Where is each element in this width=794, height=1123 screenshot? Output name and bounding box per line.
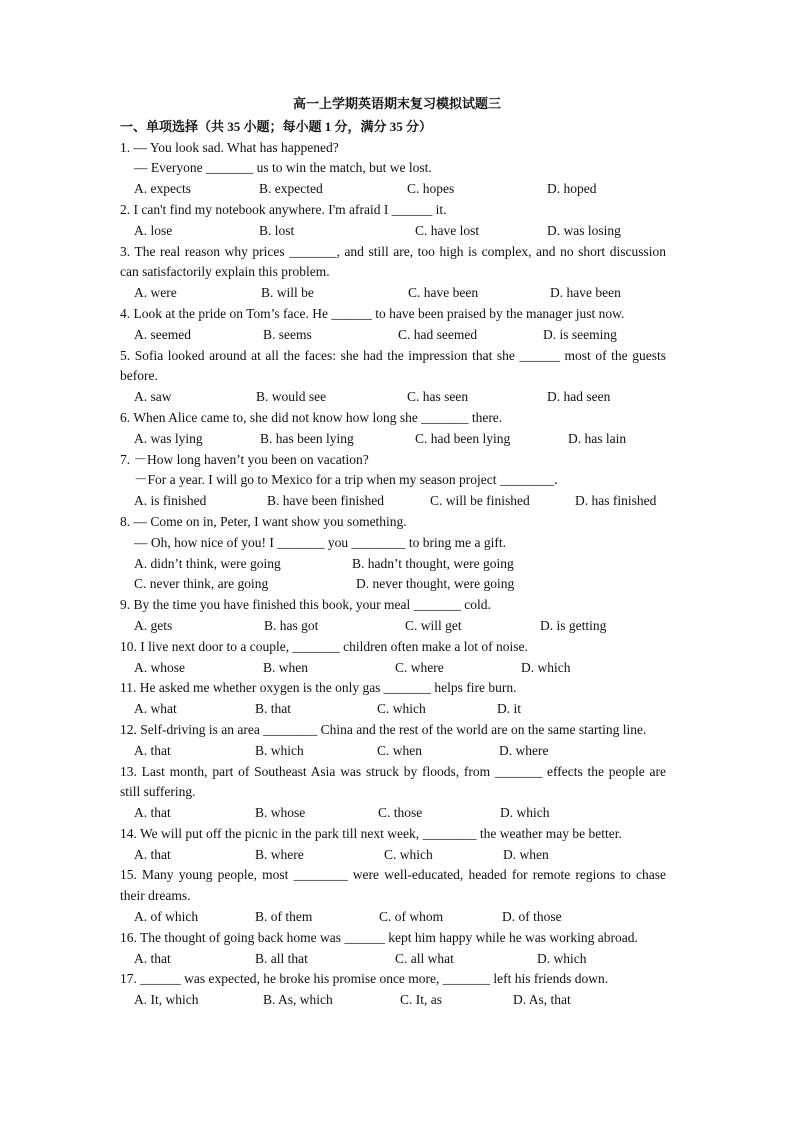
question-17 [120, 969, 666, 1011]
option-row [120, 325, 666, 346]
option-b: B. would see [256, 389, 327, 405]
option-c: C. had been lying [415, 430, 511, 446]
option-row [120, 429, 666, 450]
option-d: D. which [500, 805, 550, 821]
option-d: D. which [521, 659, 571, 675]
question-stem: 7. －How long haven’t you been on vacation? [120, 451, 369, 467]
question-11 [120, 678, 666, 720]
option-d: D. is seeming [543, 326, 617, 342]
dialogue-line: －For a year. I will go to Mexico for a trip when my season project ________． [134, 472, 568, 488]
option-a: A. what [134, 701, 177, 717]
question-list [120, 138, 666, 1011]
option-row [120, 387, 666, 408]
question-1 [120, 138, 666, 200]
question-stem: 3. The real reason why prices _______, and still are, too high is complex, and no short discussion [120, 243, 666, 259]
option-row [120, 221, 666, 242]
question-9 [120, 595, 666, 637]
option-b: B. As, which [263, 992, 333, 1008]
option-c: C. have been [408, 285, 479, 301]
option-d: D. where [499, 742, 549, 758]
option-b: B. have been finished [267, 493, 384, 509]
option-d: D. had seen [547, 389, 611, 405]
option-a: A. whose [134, 659, 185, 675]
section-heading: 一、单项选择（共 35 小题；每小题 1 分，满分 35 分） [120, 118, 433, 134]
option-row [120, 658, 666, 679]
option-b: B. expected [259, 181, 323, 197]
option-d: D. was losing [547, 222, 621, 238]
option-c: C. have lost [415, 222, 480, 238]
option-c: C. will get [405, 617, 462, 633]
question-2 [120, 200, 666, 242]
option-b: B. has been lying [260, 430, 354, 446]
option-b: B. whose [255, 805, 306, 821]
option-a: A. that [134, 846, 171, 862]
option-row [120, 741, 666, 762]
option-row [120, 803, 666, 824]
option-d: D. when [503, 846, 549, 862]
question-stem: 10. I live next door to a couple, _______ children often make a lot of noise. [120, 638, 528, 654]
question-stem: 2. I can't find my notebook anywhere. I'm afraid I ______ it. [120, 201, 447, 217]
option-c: C. hopes [407, 181, 455, 197]
question-4 [120, 304, 666, 346]
option-a: A. gets [134, 617, 173, 633]
option-row [120, 554, 666, 575]
option-b: B. will be [261, 285, 314, 301]
option-row [120, 574, 666, 595]
question-stem: 9. By the time you have finished this book, your meal _______ cold. [120, 597, 491, 613]
option-b: B. seems [263, 326, 312, 342]
question-stem: 16. The thought of going back home was ______ kept him happy while he was working abroad. [120, 929, 638, 945]
question-stem: 5. Sofia looked around at all the faces: she had the impression that she ______ most of the guests [120, 347, 666, 363]
option-d: D. has finished [575, 493, 657, 509]
option-c: C. of whom [379, 909, 444, 925]
question-10 [120, 637, 666, 679]
option-c: C. will be finished [430, 493, 530, 509]
option-b: B. of them [255, 909, 313, 925]
option-row [120, 179, 666, 200]
option-row [120, 990, 666, 1011]
question-13 [120, 762, 666, 824]
option-a: A. It, which [134, 992, 199, 1008]
question-stem: 14. We will put off the picnic in the park till next week, ________ the weather may be better. [120, 825, 622, 841]
question-3 [120, 242, 666, 304]
option-a: A. was lying [134, 430, 203, 446]
option-d: D. which [537, 950, 587, 966]
question-stem: 15. Many young people, most ________ were well-educated, headed for remote regions to chase [120, 867, 666, 883]
question-5 [120, 346, 666, 408]
question-7 [120, 450, 666, 512]
option-a: A. that [134, 950, 171, 966]
option-c: C. had seemed [398, 326, 478, 342]
question-6 [120, 408, 666, 450]
option-row [120, 907, 666, 928]
option-c: C. all what [395, 950, 454, 966]
question-stem: 6. When Alice came to, she did not know how long she _______ there. [120, 409, 503, 425]
option-row [120, 283, 666, 304]
option-a: A. were [134, 285, 177, 301]
question-8 [120, 512, 666, 595]
question-stem: 1. — You look sad. What has happened? [120, 139, 339, 155]
option-b: B. which [255, 742, 304, 758]
question-stem: 17. ______ was expected, he broke his promise once more, _______ left his friends down. [120, 971, 609, 987]
option-b: B. that [255, 701, 291, 717]
option-d: D. As, that [513, 992, 571, 1008]
option-a: A. that [134, 742, 171, 758]
option-b: B. hadn’t thought, were going [352, 555, 514, 571]
option-c: C. never think, are going [134, 576, 269, 592]
option-d: D. hoped [547, 181, 597, 197]
option-b: B. has got [264, 617, 319, 633]
question-stem-continued: before. [120, 368, 158, 384]
option-d: D. has lain [568, 430, 627, 446]
option-c: C. when [377, 742, 422, 758]
option-a: A. didn’t think, were going [134, 555, 281, 571]
option-a: A. is finished [134, 493, 207, 509]
option-d: D. it [497, 701, 522, 717]
question-stem: 11. He asked me whether oxygen is the only gas _______ helps fire burn. [120, 680, 517, 696]
question-15 [120, 865, 666, 927]
option-a: A. expects [134, 181, 191, 197]
option-row [120, 491, 666, 512]
option-b: B. lost [259, 222, 295, 238]
exam-title: 高一上学期英语期末复习模拟试题三 [292, 96, 501, 112]
option-c: C. where [395, 659, 444, 675]
dialogue-line: — Everyone _______ us to win the match, but we lost. [134, 160, 432, 176]
option-a: A. lose [134, 222, 173, 238]
option-row [120, 699, 666, 720]
option-row [120, 616, 666, 637]
question-stem-continued: can satisfactorily explain this problem. [120, 264, 330, 280]
dialogue-line: — Oh, how nice of you! I _______ you ________ to bring me a gift. [134, 534, 506, 550]
question-14 [120, 824, 666, 866]
option-b: B. all that [255, 950, 308, 966]
option-a: A. saw [134, 389, 172, 405]
question-stem-continued: still suffering. [120, 784, 196, 800]
question-stem-continued: their dreams. [120, 888, 191, 904]
question-16 [120, 928, 666, 970]
question-12 [120, 720, 666, 762]
option-d: D. never thought, were going [356, 576, 515, 592]
option-b: B. when [263, 659, 308, 675]
option-d: D. is getting [540, 617, 607, 633]
question-stem: 8. — Come on in, Peter, I want show you something. [120, 513, 407, 529]
question-stem: 13. Last month, part of Southeast Asia was struck by floods, from _______ effects the people are [120, 763, 666, 779]
option-c: C. has seen [407, 389, 469, 405]
option-b: B. where [255, 846, 304, 862]
option-c: C. It, as [400, 992, 442, 1008]
question-stem: 12. Self-driving is an area ________ China and the rest of the world are on the same starting line. [120, 721, 647, 737]
option-c: C. which [377, 701, 426, 717]
option-a: A. of which [134, 909, 199, 925]
option-row [120, 845, 666, 866]
option-d: D. have been [550, 285, 621, 301]
option-c: C. those [378, 805, 423, 821]
option-a: A. that [134, 805, 171, 821]
option-d: D. of those [502, 909, 562, 925]
question-stem: 4. Look at the pride on Tom’s face. He ______ to have been praised by the manager just now. [120, 305, 625, 321]
option-a: A. seemed [134, 326, 191, 342]
option-c: C. which [384, 846, 433, 862]
option-row [120, 949, 666, 970]
